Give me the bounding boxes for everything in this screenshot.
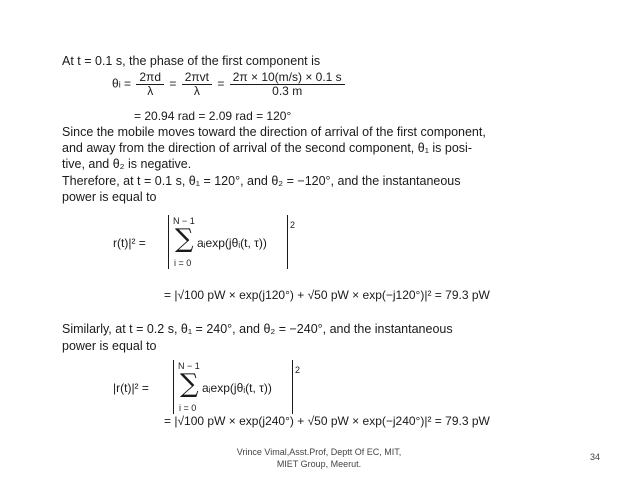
equation-theta: θi = $\frac{2\pi d}{\lambda}$ = $\frac{\text{2πvt}}{\lambda}$ = $\frac{2\pi \times 10(m/s) \times 0.1 s}{0.3 m}$: [112, 71, 347, 98]
page-number: 34: [590, 452, 601, 462]
fraction-3-num: 2π × 10(m/s) × 0.1 s: [230, 71, 345, 85]
fraction-3: [230, 71, 345, 98]
equation-3-result: = |√100 pW × exp(j240°) + √50 pW × exp(−j240°)|² = 79.3 pW: [164, 414, 490, 428]
paragraph-line-4: Therefore, at t = 0.1 s, θ₁ = 120°, and θ₂ = −120°, and the instantaneous: [62, 174, 461, 188]
intro-line: At t = 0.1 s, the phase of the first component is: [62, 54, 321, 68]
equation-2-sum-body: aᵢexp(jθᵢ(t, τ)): [197, 236, 267, 250]
equation-2-result: = |√100 pW × exp(j120°) + √50 pW × exp(−j120°)|² = 79.3 pW: [164, 288, 490, 302]
equation-3-lhs: |r(t)|² =: [113, 381, 149, 395]
fraction-1: [136, 71, 164, 98]
fraction-2-den: λ: [193, 84, 200, 98]
paragraph-line-1: Since the mobile moves toward the direction of arrival of the first component,: [62, 125, 486, 139]
fraction-3-den: 0.3 m: [272, 84, 303, 98]
paragraph-line-6: Similarly, at t = 0.2 s, θ₁ = 240°, and θ₂ = −240°, and the instantaneous: [62, 322, 453, 336]
theta-symbol: θ: [112, 76, 119, 91]
equation-3-sum-body: aᵢexp(jθᵢ(t, τ)): [202, 381, 272, 395]
paragraph-line-2: and away from the direction of arrival of the second component, θ₁ is posi-: [62, 141, 472, 155]
equation-theta-result: = 20.94 rad = 2.09 rad = 120°: [134, 109, 292, 123]
equation-3-square: 2: [295, 365, 301, 375]
paragraph-line-7: power is equal to: [62, 339, 157, 353]
equation-2-lhs: r(t)|² =: [113, 236, 146, 250]
equation-3-sum-top: N − 1: [178, 361, 200, 371]
equation-2-sigma: ∑: [175, 224, 194, 254]
equation-2-sum-top: N − 1: [173, 216, 195, 226]
paragraph-line-3: tive, and θ₂ is negative.: [62, 157, 192, 171]
fraction-1-den: λ: [147, 84, 154, 98]
fraction-2: [182, 71, 212, 98]
footer-line-2: MIET Group, Meerut.: [276, 459, 362, 469]
equation-3-sum-bottom: i = 0: [179, 403, 197, 413]
paragraph-line-5: power is equal to: [62, 190, 157, 204]
footer-credit: [200, 446, 438, 470]
equation-3-sigma: ∑: [180, 369, 199, 399]
footer-line-1: Vrince Vimal,Asst.Prof, Deptt Of EC, MIT,: [236, 447, 402, 457]
equation-2-sum-bottom: i = 0: [174, 258, 192, 268]
fraction-1-num: 2πd: [136, 71, 164, 85]
equation-2-square: 2: [290, 220, 296, 230]
fraction-2-num: 2πvt: [182, 71, 212, 85]
